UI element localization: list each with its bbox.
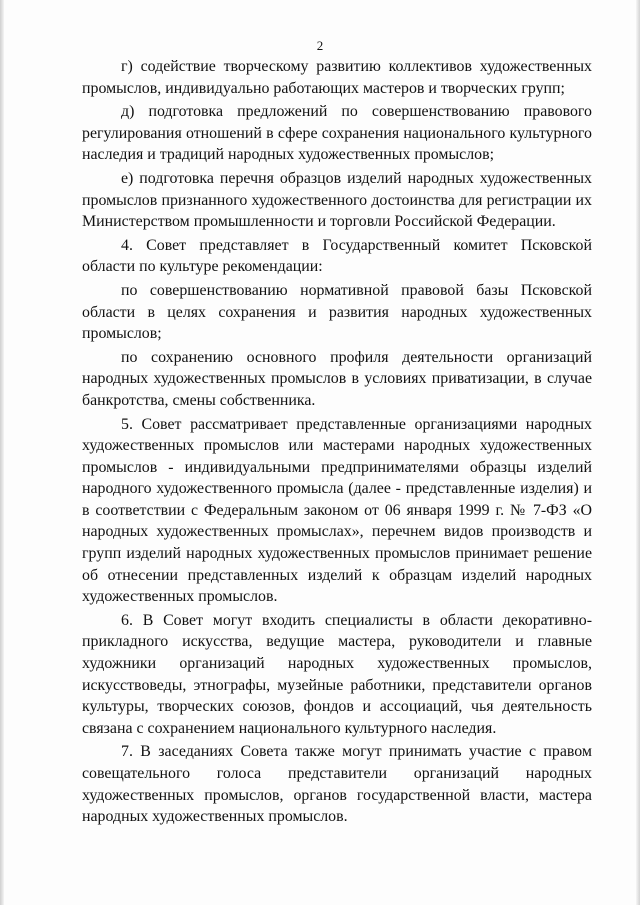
paragraph-clause-5: 5. Совет рассматривает представленные организациями народных художественных промыслов или мастерами народных художественных промыслов - индивидуальными предпринимателями образцы изделий народного художественного промысла (далее - представленные изделия) и в соответствии с Федеральным законом от 06 января 1999 г. № 7-ФЗ «О народных художественных промыслах», перечнем видов производств и групп изделий народных художественных промыслов принимает решение об отнесении представленных изделий к образцам изделий народных художественных промыслов. xyxy=(82,415,592,606)
paragraph-clause-6: 6. В Совет могут входить специалисты в области декоративно-прикладного искусства, ведущие мастера, руководители и главные художники организаций народных художественных промыслов, искусствоведы, этнографы, музейные работники, представители органов культуры, творческих союзов, фондов и ассоциаций, чья деятельность связана с сохранением национального культурного наследия. xyxy=(82,611,592,737)
body-text xyxy=(82,56,592,830)
paragraph-clause-4: 4. Совет представляет в Государственный комитет Псковской области по культуре рекомендации: xyxy=(82,236,592,276)
paragraph-item-g: г) содействие творческому развитию коллективов художественных промыслов, индивидуально работающих мастеров и творческих групп; xyxy=(82,58,592,97)
paragraph-clause-4-item-2: по сохранению основного профиля деятельности организаций народных художественных промыслов в условиях приватизации, в случае банкротства, смены собственника. xyxy=(82,348,592,409)
paragraph-item-e: е) подготовка перечня образцов изделий народных художественных промыслов признанного художественного достоинства для регистрации их Министерством промышленности и торговли Российской Федерации. xyxy=(82,169,592,231)
paragraph-clause-4-item-1: по совершенствованию нормативной правовой базы Псковской области в целях сохранения и развития народных художественных промыслов; xyxy=(82,281,592,343)
paragraph-clause-7: 7. В заседаниях Совета также могут принимать участие с правом совещательного голоса представители организаций народных художественных промыслов, органов государственной власти, мастера народных художественных промыслов. xyxy=(82,743,592,826)
scan-edge-left xyxy=(0,0,4,905)
page-number: 2 xyxy=(316,38,324,53)
scan-edge-right xyxy=(636,0,640,905)
paragraph-item-d: д) подготовка предложений по совершенствованию правового регулирования отношений в сфере сохранения национального культурного наследия и традиций народных художественных промыслов; xyxy=(82,103,592,164)
